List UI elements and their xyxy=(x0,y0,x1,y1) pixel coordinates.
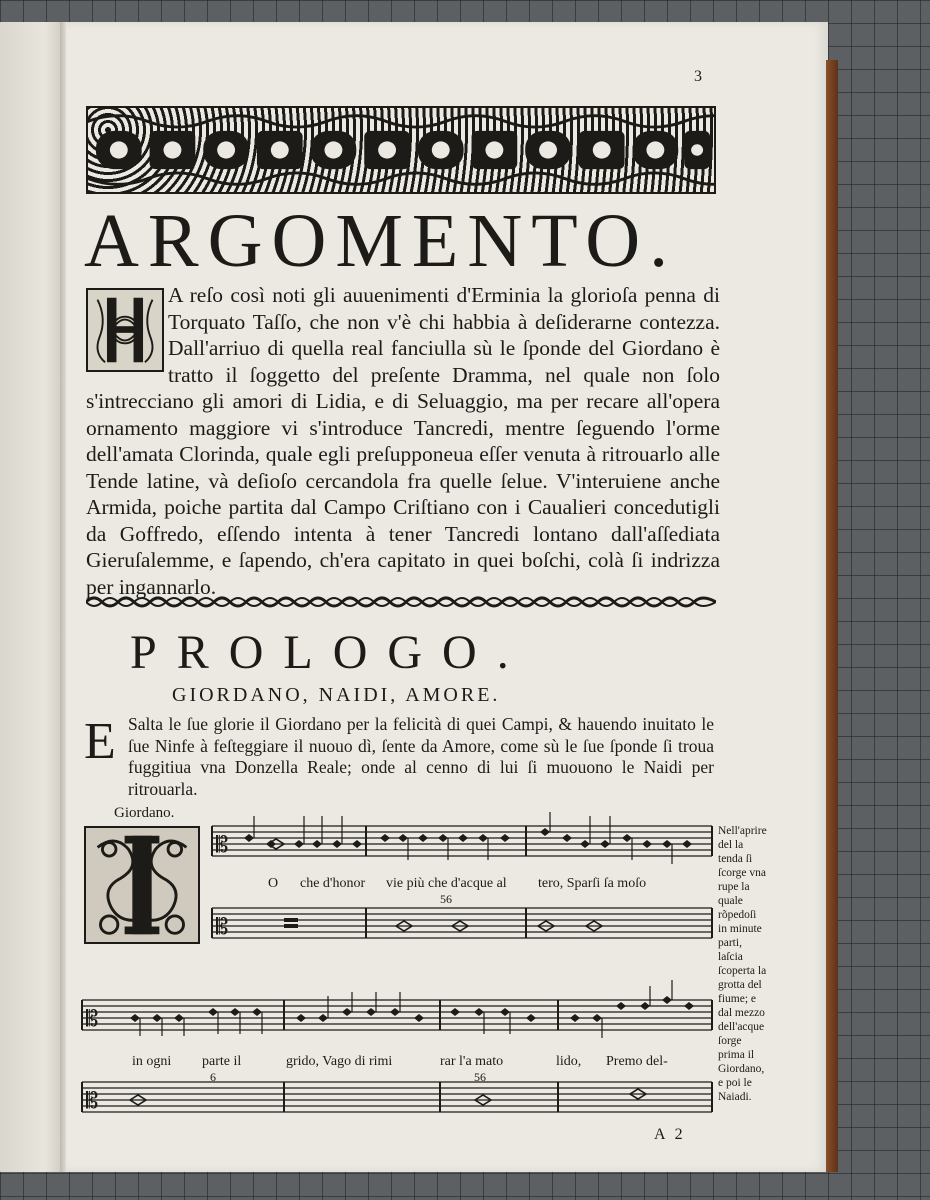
argument-paragraph: A reſo così noti gli auuenimenti d'Erminia la glorioſa penna di Torquato Taſſo, che non v'è chi habbia à deſiderarne contezza. Dall'arriuo di quella real fanciulla sù le ſponde del Giordano è tratto il ſoggetto del preſente Dramma, nel quale non ſolo s'intrecciano gli amori di Lidia, e di Seluaggio, ma per recare all'opera ornamento maggiore vi s'introduce Tancredi, mentre ſeguendo l'orme dell'amata Clorinda, quale egli preſupponeua eſſer venuta à ritrouarlo alle Tende latine, và deſioſo cercandola fra quelle ſelue. V'interuiene anche Armida, poiche partita dal Campo Criſtiano con i Caualieri concedutigli da Goffredo, eſſendo intenta à tener Tancredi lontano dall'aſſediata Gieruſalemme, e ſapendo, ch'era capitato in quei boſchi, colà ſi indrizza per ingannarlo. xyxy=(86,283,720,599)
lyric-syllable: Premo del- xyxy=(606,1054,668,1069)
prologue-title: PROLOGO. xyxy=(130,626,529,679)
prologue-summary: Salta le ſue glorie il Giordano per la felicità di quei Campi, & hauendo inuitato le ſue Ninfe à feſteggiare il nuouo dì, ſente da Amore, come sù le ſue ſponde ſi troua fuggitiua vna Donzella Reale; onde al cenno di lui ſi muouono le Naidi per ritrouarla. xyxy=(128,714,714,799)
lyric-syllable: grido, Vago di rimi xyxy=(286,1054,393,1069)
figured-bass: 6 xyxy=(210,1070,216,1084)
lyric-syllable: rar l'a mato xyxy=(440,1054,504,1069)
svg-text:𝄡: 𝄡 xyxy=(86,1006,99,1031)
figured-bass: 56 xyxy=(474,1070,486,1084)
left-page-edge xyxy=(0,22,64,1172)
page-edge xyxy=(826,60,838,1172)
lyric-syllable: lido, xyxy=(556,1054,582,1069)
lyric-syllable: in ogni xyxy=(132,1054,172,1069)
lyric-syllable: parte il xyxy=(202,1054,242,1069)
lyric-syllable: tero, Sparſi ſa moſo xyxy=(538,876,647,891)
lyric-syllable: O xyxy=(268,876,279,891)
svg-text:𝄡: 𝄡 xyxy=(86,1088,99,1113)
figured-bass: 56 xyxy=(440,892,452,906)
argument-title: ARGOMENTO. xyxy=(84,199,678,283)
ornamental-rule xyxy=(86,594,716,610)
svg-text:𝄡: 𝄡 xyxy=(216,914,229,939)
lyric-syllable: vie più che d'acque al xyxy=(386,876,507,891)
svg-text:𝄡: 𝄡 xyxy=(216,832,229,857)
page-number: 3 xyxy=(694,68,702,85)
ornamental-headpiece xyxy=(86,106,716,194)
singer-name: Giordano. xyxy=(114,805,175,821)
gathering-signature: A 2 xyxy=(654,1126,686,1143)
drop-cap-e: E xyxy=(84,713,116,770)
lyric-syllable: che d'honor xyxy=(300,876,366,891)
music-score xyxy=(70,800,730,1140)
stage-direction: Nell'aprire del la tenda ſi ſcorge vna rupe la quale rõpedoſi in minute parti, laſcia ſcoperta la grotta del fiume; e dal mezzo dell'acque ſorge prima il Giordano, e poi le Naiadi. xyxy=(718,825,767,1103)
prologue-characters: GIORDANO, NAIDI, AMORE. xyxy=(172,684,501,706)
